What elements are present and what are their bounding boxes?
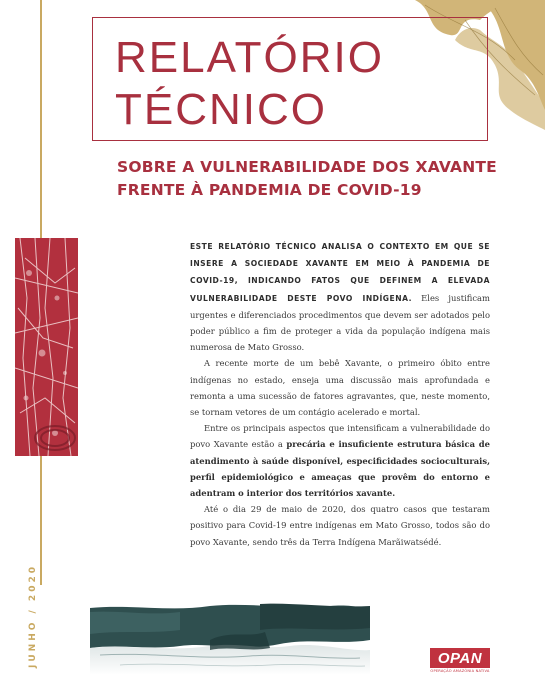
paragraph-3 bbox=[190, 420, 490, 501]
paragraph-3-bold: precária e insuficiente estrutura básica de atendimento à saúde disponível, especificidades socioculturais, perfil epidemiológico e ameaças que provêm do entorno e adentram o interior dos territórios xavante. bbox=[190, 439, 490, 499]
opan-logo-subtitle: OPERAÇÃO AMAZÔNIA NATIVA bbox=[430, 669, 490, 673]
subtitle-line-1: SOBRE A VULNERABILIDADE DOS XAVANTE bbox=[117, 158, 497, 176]
paragraph-1 bbox=[190, 238, 490, 355]
red-duotone-photo bbox=[15, 238, 78, 456]
opan-logo-text: OPAN bbox=[437, 649, 483, 667]
subtitle bbox=[117, 156, 527, 202]
opan-logo bbox=[430, 648, 490, 675]
paragraph-3-start: Entre os principais aspectos que intensificam a vulnerabilidade do povo Xavante estão a bbox=[190, 423, 490, 450]
title-box bbox=[92, 17, 488, 141]
paragraph-1-rest: Eles justificam urgentes e diferenciados procedimentos que devem ser adotados pelo poder público a fim de proteger a vida da população indígena mais numerosa de Mato Grosso. bbox=[190, 292, 490, 353]
title-line-1: RELATÓRIO bbox=[115, 33, 385, 82]
paragraph-1-lead-caps: ESTE RELATÓRIO TÉCNICO ANALISA O CONTEXTO EM QUE SE INSERE A SOCIEDADE XAVANTE EM MEIO À PANDEMIA DE COVID-19, INDICANDO FATOS QUE DEFINEM A ELEVADA VULNERABILIDADE DESTE POVO INDÍGENA. bbox=[190, 242, 490, 303]
opan-logo-box bbox=[430, 648, 490, 668]
river-landscape-photo bbox=[90, 600, 370, 675]
title-line-2: TÉCNICO bbox=[115, 85, 327, 134]
paragraph-2: A recente morte de um bebê Xavante, o primeiro óbito entre indígenas no estado, enseja uma discussão mais aprofundada e remonta a uma sucessão de fatores agravantes, que, neste momento, se tornam vetores de um contágio acelerado e mortal. bbox=[190, 358, 490, 418]
paragraph-4: Até o dia 29 de maio de 2020, dos quatro casos que testaram positivo para Covid-19 entre indígenas em Mato Grosso, todos são do povo Xavante, sendo três da Terra Indígena Marãiwatsédé. bbox=[190, 504, 490, 547]
body-text bbox=[190, 238, 490, 550]
subtitle-line-2: FRENTE À PANDEMIA DE COVID-19 bbox=[117, 181, 422, 199]
vertical-date: JUNHO / 2020 bbox=[28, 564, 38, 668]
